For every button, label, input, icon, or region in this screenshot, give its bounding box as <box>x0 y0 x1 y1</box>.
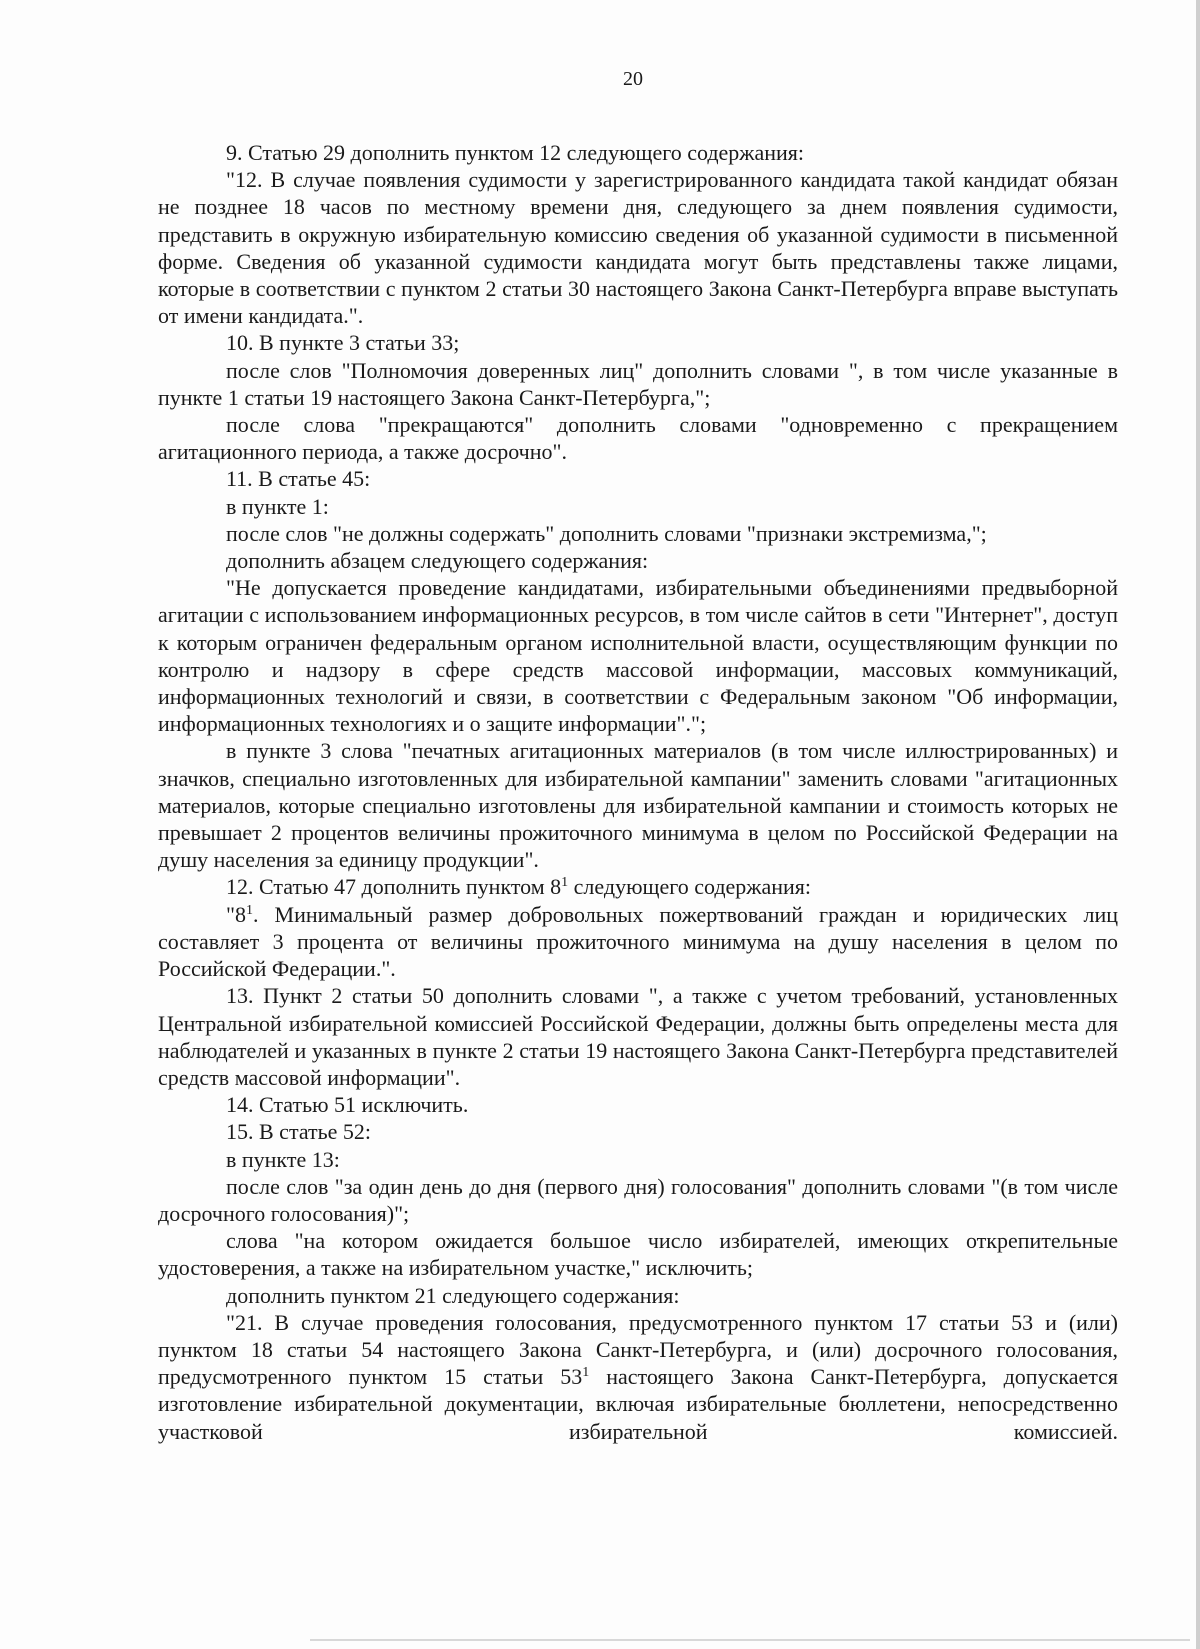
paragraph-item-12 <box>158 873 1118 900</box>
superscript: 1 <box>582 1365 590 1381</box>
paragraph-quote-extremism: "Не допускается проведение кандидатами, избирательными объединениями предвыборной агитации с использованием информационных ресурсов, в том числе сайтов в сети "Интернет", доступ к которым ограничен федеральным органом исполнительной власти, осуществляющим функции по контролю и надзору в сфере средств массовой информации, массовых коммуникаций, информационных технологий и связи, в соответствии с Федеральным законом "Об информации, информационных технологиях и о защите информации"."; <box>158 575 1118 737</box>
paragraph-quote-21-text-a: "21. В случае проведения голосования, предусмотренного пунктом 17 статьи 53 и (или) пунктом 18 статьи 54 настоящего Закона Санкт-Петербурга, и (или) досрочного голосования, предусмотренного пунктом 15 статьи 53 <box>158 1309 1118 1390</box>
paragraph-quote-8-1 <box>158 901 1118 983</box>
paragraph-amendment-6: после слов "за один день до дня (первого дня) голосования" дополнить словами "(в том числе досрочного голосования)"; <box>158 1173 1118 1226</box>
superscript: 1 <box>561 875 569 891</box>
paragraph-subitem-1: в пункте 1: <box>226 493 329 519</box>
paragraph-item-13: 13. Пункт 2 статьи 50 дополнить словами ", а также с учетом требований, установленных Центральной избирательной комиссией Российской Федерации, должны быть определены места для наблюдателей и указанных в пункте 2 статьи 19 настоящего Закона Санкт-Петербурга представителей средств массовой информации". <box>158 983 1118 1090</box>
scan-artifact-line <box>310 1639 1190 1641</box>
paragraph-amendment-4: дополнить абзацем следующего содержания: <box>226 548 649 574</box>
paragraph-amendment-5: в пункте 3 слова "печатных агитационных материалов (в том числе иллюстрированных) и значков, специально изготовленных для избирательной кампании" заменить словами "агитационных материалов, которые специально изготовлены для избирательной кампании и стоимость которых не превышает 2 процентов величины прожиточного минимума в целом по Российской Федерации на душу населения за единицу продукции". <box>158 738 1118 873</box>
paragraph-item-15: 15. В статье 52: <box>226 1119 372 1145</box>
paragraph-quote-8-1-text-a: "8 <box>226 901 246 927</box>
paragraph-item-9: 9. Статью 29 дополнить пунктом 12 следующего содержания: <box>226 140 805 165</box>
paragraph-amendment-2: после слова "прекращаются" дополнить словами "одновременно с прекращением агитационного периода, а также досрочно". <box>158 412 1118 465</box>
page-number: 20 <box>623 68 643 90</box>
superscript: 1 <box>245 902 253 918</box>
paragraph-quote-21-text-b: настоящего Закона Санкт-Петербурга, допускается изготовление избирательной документации, включая избирательные бюллетени, непосредственно участковой избирательной комиссией. <box>158 1364 1118 1444</box>
paragraph-amendment-7: слова "на котором ожидается большое число избирателей, имеющих открепительные удостоверения, а также на избирательном участке," исключить; <box>158 1228 1118 1281</box>
paragraph-item-10: 10. В пункте 3 статьи 33; <box>226 330 460 356</box>
paragraph-quote-21 <box>158 1309 1118 1445</box>
paragraph-item-12-text-a: 12. Статью 47 дополнить пунктом 8 <box>226 874 562 900</box>
paragraph-quote-8-1-text-b: . Минимальный размер добровольных пожертвований граждан и юридических лиц составляет 3 процента от величины прожиточного минимума на душу населения в целом по Российской Федерации.". <box>158 901 1118 982</box>
paragraph-subitem-13: в пункте 13: <box>226 1146 340 1172</box>
paragraph-item-12-text-b: следующего содержания: <box>568 874 812 900</box>
paragraph-item-11: 11. В статье 45: <box>226 466 371 492</box>
paragraph-amendment-1: после слов "Полномочия доверенных лиц" дополнить словами ", в том числе указанные в пункте 1 статьи 19 настоящего Закона Санкт-Петербурга,"; <box>158 357 1118 410</box>
paragraph-amendment-8: дополнить пунктом 21 следующего содержания: <box>226 1282 680 1308</box>
document-body <box>158 139 1118 1445</box>
paragraph-quote-12: "12. В случае появления судимости у зарегистрированного кандидата такой кандидат обязан не позднее 18 часов по местному времени дня, следующего за днем появления судимости, представить в окружную избирательную комиссию сведения об указанной судимости в письменной форме. Сведения об указанной судимости кандидата могут быть представлены также лицами, которые в соответствии с пунктом 2 статьи 30 настоящего Закона Санкт-Петербурга вправе выступать от имени кандидата.". <box>158 167 1118 329</box>
paragraph-amendment-3: после слов "не должны содержать" дополнить словами "признаки экстремизма,"; <box>226 520 987 546</box>
paragraph-item-14: 14. Статью 51 исключить. <box>226 1092 469 1118</box>
scan-artifact-edge <box>1196 0 1200 1649</box>
